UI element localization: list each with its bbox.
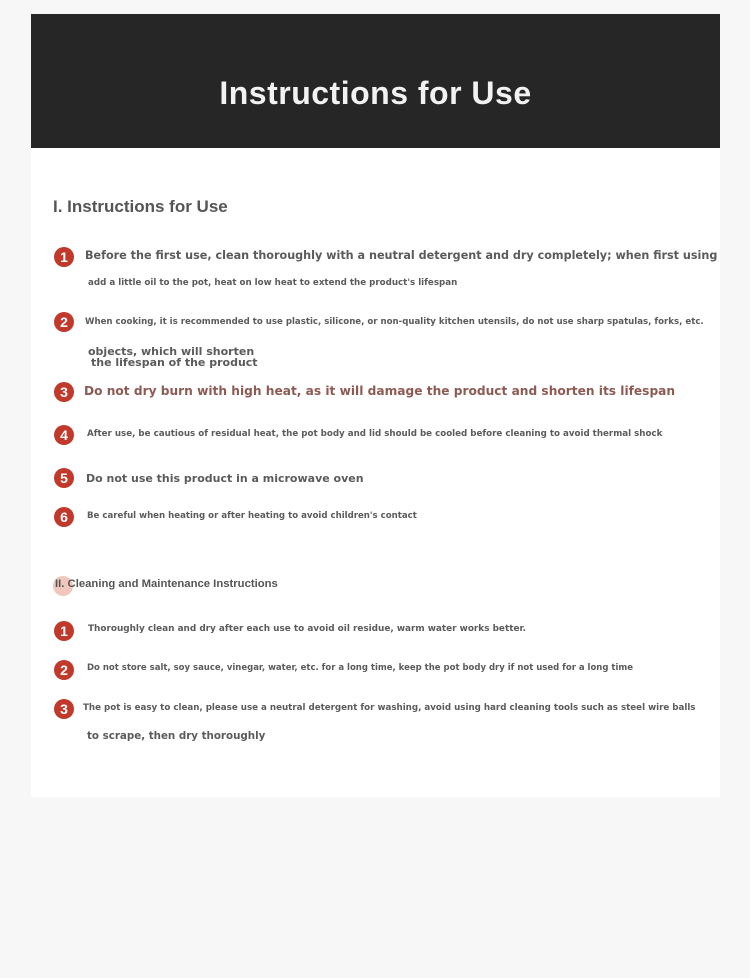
section-title-usage: I. Instructions for Use <box>53 197 228 216</box>
number-badge-5: 5 <box>54 468 74 488</box>
instruction-4-line1: After use, be cautious of residual heat, the pot body and lid should be cooled before cleaning to avoid thermal shock <box>87 429 663 439</box>
number-badge-6: 6 <box>54 507 74 527</box>
instruction-6-line1: Be careful when heating or after heating to avoid children's contact <box>87 511 417 521</box>
instruction-3-line1: Do not dry burn with high heat, as it will damage the product and shorten its lifespan <box>84 384 676 398</box>
instruction-1-line1: Before the first use, clean thoroughly with a neutral detergent and dry completely; when first using <box>85 249 718 262</box>
number-badge-3: 3 <box>54 382 74 402</box>
instruction-1-line2: add a little oil to the pot, heat on low heat to extend the product's lifespan <box>88 278 458 288</box>
number-badge-1: 1 <box>54 247 74 267</box>
header-banner <box>31 14 720 148</box>
cleaning-1-line1: Thoroughly clean and dry after each use to avoid oil residue, warm water works better. <box>88 624 526 634</box>
instruction-2-line3: the lifespan of the product <box>91 356 258 369</box>
page-title: Instructions for Use <box>219 75 532 111</box>
number-badge-2: 2 <box>54 312 74 332</box>
cleaning-3-line1: The pot is easy to clean, please use a neutral detergent for washing, avoid using hard cleaning tools such as steel wire balls <box>83 703 696 713</box>
section-title-cleaning: II. Cleaning and Maintenance Instructions <box>55 578 278 590</box>
number-badge-4: 4 <box>54 425 74 445</box>
instruction-5-line1: Do not use this product in a microwave oven <box>86 472 364 485</box>
instruction-2-line1: When cooking, it is recommended to use plastic, silicone, or non-quality kitchen utensils, do not use sharp spatulas, forks, etc. <box>85 317 704 327</box>
cleaning-2-line1: Do not store salt, soy sauce, vinegar, water, etc. for a long time, keep the pot body dry if not used for a long time <box>87 663 633 673</box>
instruction-2-line2: objects, which will shorten <box>88 345 255 358</box>
cleaning-3-line2: to scrape, then dry thoroughly <box>87 730 266 742</box>
number-badge-c1: 1 <box>54 621 74 641</box>
number-badge-c2: 2 <box>54 660 74 680</box>
number-badge-c3: 3 <box>54 699 74 719</box>
